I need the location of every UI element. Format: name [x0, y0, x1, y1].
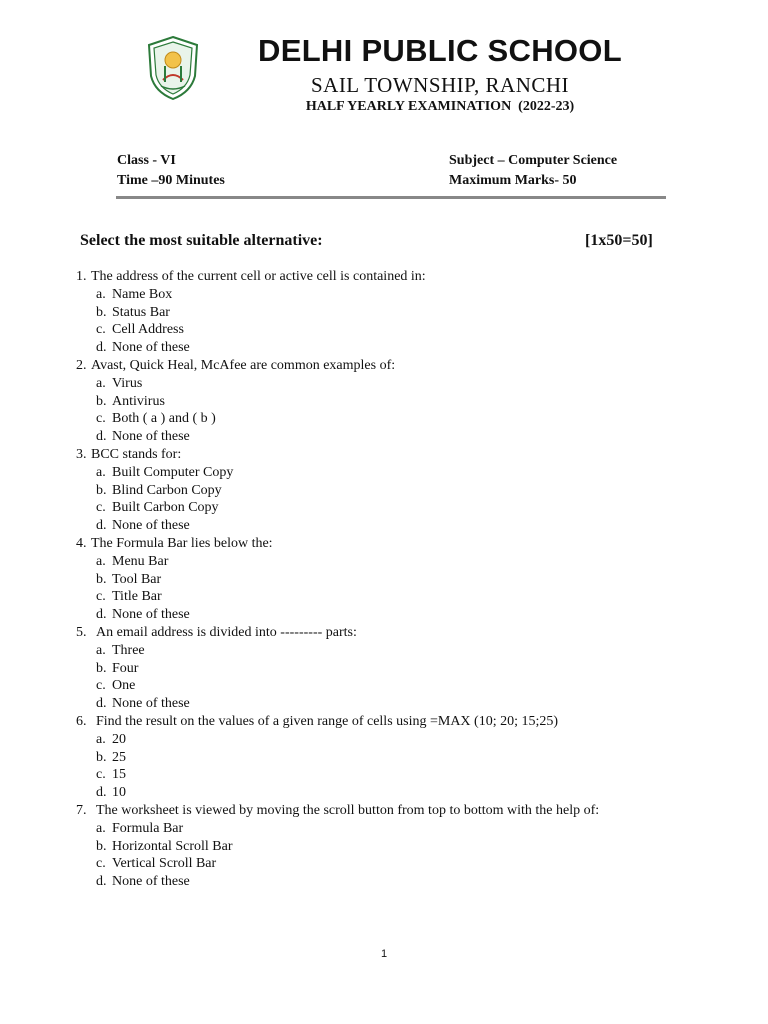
option [0, 375, 768, 393]
exam-title: HALF YEARLY EXAMINATION (2022-23) [305, 99, 575, 114]
option-letter: d. [96, 785, 107, 801]
option-letter: a. [96, 375, 106, 391]
option [0, 838, 768, 856]
dps-crest-icon [147, 36, 199, 100]
option-text: Name Box [112, 286, 173, 302]
instructions-text: Select the most suitable alternative: [80, 232, 323, 249]
option [0, 499, 768, 517]
option [0, 428, 768, 446]
option [0, 571, 768, 589]
option-text: None of these [112, 518, 190, 534]
question-number: 7. [76, 802, 87, 818]
school-branch: SAIL TOWNSHIP, RANCHI [310, 73, 570, 97]
option-letter: b. [96, 660, 107, 676]
option-letter: a. [96, 642, 106, 658]
option-text: Three [112, 642, 145, 658]
question-text: The Formula Bar lies below the: [91, 535, 273, 551]
option [0, 588, 768, 606]
option-letter: d. [96, 607, 107, 623]
option-letter: c. [96, 322, 106, 338]
question-1 [0, 268, 768, 286]
option [0, 695, 768, 713]
option [0, 321, 768, 339]
question-text: An email address is divided into --------- parts: [96, 624, 357, 640]
header-divider [116, 196, 666, 199]
school-name: DELHI PUBLIC SCHOOL [258, 33, 622, 68]
option [0, 855, 768, 873]
option-letter: b. [96, 304, 107, 320]
class-label: Class - VI [117, 153, 176, 168]
option [0, 731, 768, 749]
option [0, 464, 768, 482]
option-letter: b. [96, 571, 107, 587]
option-text: None of these [112, 696, 190, 712]
question-text: The address of the current cell or active cell is contained in: [91, 269, 426, 284]
question-7 [0, 802, 768, 820]
time-label: Time –90 Minutes [117, 173, 225, 188]
option-text: None of these [112, 340, 190, 356]
option [0, 286, 768, 304]
option-letter: b. [96, 482, 107, 498]
option [0, 784, 768, 802]
option [0, 339, 768, 357]
option [0, 304, 768, 322]
option-letter: d. [96, 518, 107, 534]
option-text: 20 [112, 731, 126, 747]
question-text: BCC stands for: [91, 446, 182, 462]
option-text: Vertical Scroll Bar [112, 856, 217, 872]
question-list [0, 268, 768, 891]
question-5 [0, 624, 768, 642]
option-letter: d. [96, 874, 107, 890]
option [0, 517, 768, 535]
option-letter: c. [96, 411, 106, 427]
option-letter: b. [96, 749, 107, 765]
option-text: Title Bar [112, 589, 162, 605]
option-text: 25 [112, 749, 126, 765]
option-letter: a. [96, 820, 106, 836]
option-text: Virus [112, 375, 143, 391]
option-text: Blind Carbon Copy [112, 482, 222, 498]
option-text: One [112, 678, 136, 694]
question-text: Avast, Quick Heal, McAfee are common examples of: [91, 357, 396, 373]
option-letter: a. [96, 286, 106, 302]
option [0, 749, 768, 767]
option-letter: c. [96, 500, 106, 516]
subject-label: Subject – Computer Science [449, 153, 618, 168]
question-text: The worksheet is viewed by moving the scroll button from top to bottom with the help of: [96, 802, 600, 818]
option-text: Horizontal Scroll Bar [112, 838, 233, 854]
question-text: Find the result on the values of a given range of cells using =MAX (10; 20; 15;25) [96, 713, 559, 729]
option-text: Built Computer Copy [112, 464, 234, 480]
option [0, 873, 768, 891]
option-letter: d. [96, 429, 107, 445]
option-text: Built Carbon Copy [112, 500, 219, 516]
option-letter: b. [96, 838, 107, 854]
option-letter: c. [96, 767, 106, 783]
question-number: 5. [76, 624, 87, 640]
option [0, 482, 768, 500]
school-crest-logo [147, 36, 199, 100]
question-number: 2. [76, 357, 87, 373]
page-number: 1 [380, 948, 388, 960]
option-letter: d. [96, 696, 107, 712]
question-3 [0, 446, 768, 464]
option-letter: a. [96, 553, 106, 569]
option [0, 766, 768, 784]
option [0, 606, 768, 624]
option-text: Status Bar [112, 304, 170, 320]
option-text: None of these [112, 874, 190, 890]
option [0, 677, 768, 695]
option [0, 660, 768, 678]
question-number: 4. [76, 535, 87, 551]
question-number: 6. [76, 713, 87, 729]
option-text: None of these [112, 607, 190, 623]
max-marks-label: Maximum Marks- 50 [449, 173, 577, 188]
question-4 [0, 535, 768, 553]
option-text: 15 [112, 767, 126, 783]
option-text: Both ( a ) and ( b ) [112, 411, 216, 427]
option-letter: d. [96, 340, 107, 356]
option-letter: a. [96, 464, 106, 480]
option-text: Tool Bar [112, 571, 162, 587]
option-text: Cell Address [112, 322, 184, 338]
option-text: Antivirus [112, 393, 165, 409]
option-text: None of these [112, 429, 190, 445]
option-text: 10 [112, 785, 126, 801]
option-letter: c. [96, 678, 106, 694]
question-number: 3. [76, 446, 87, 462]
option-letter: a. [96, 731, 106, 747]
question-6 [0, 713, 768, 731]
option-text: Four [112, 660, 139, 676]
option-letter: c. [96, 589, 106, 605]
option [0, 642, 768, 660]
option [0, 410, 768, 428]
marks-allocation: [1x50=50] [585, 232, 653, 249]
option-text: Formula Bar [112, 820, 184, 836]
option [0, 820, 768, 838]
option [0, 553, 768, 571]
option-text: Menu Bar [112, 553, 169, 569]
question-2 [0, 357, 768, 375]
option-letter: b. [96, 393, 107, 409]
question-number: 1. [76, 269, 87, 284]
option-letter: c. [96, 856, 106, 872]
option [0, 393, 768, 411]
